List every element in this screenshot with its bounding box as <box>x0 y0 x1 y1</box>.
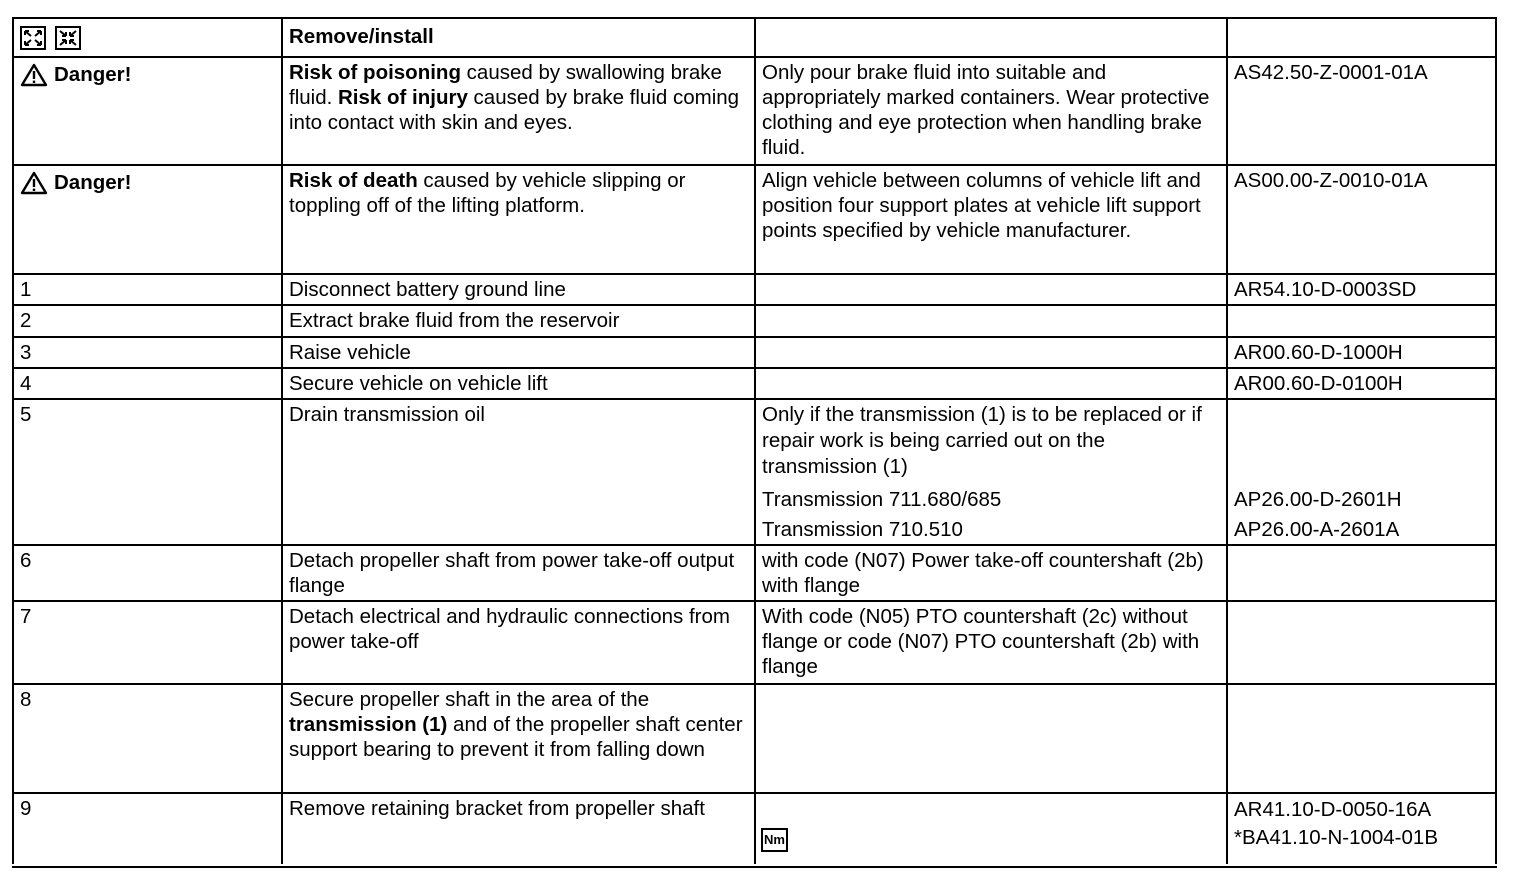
step-reference <box>1226 602 1497 683</box>
table-row <box>12 685 1497 794</box>
step-action-text: Secure propeller shaft in the area of the <box>289 688 650 711</box>
collapse-arrows-icon <box>55 26 81 50</box>
step-reference-cell <box>1226 400 1497 544</box>
step-note: With code (N05) PTO countershaft (2c) without flange or code (N07) PTO countershaft (2b) with flange <box>754 602 1226 683</box>
danger-label: Danger! <box>54 171 132 194</box>
table-row <box>12 338 1497 369</box>
procedure-table <box>12 17 1497 868</box>
step-reference[interactable]: AR54.10-D-0003SD <box>1226 275 1497 304</box>
step-reference[interactable]: *BA41.10-N-1004-01B <box>1234 826 1438 849</box>
step-number: 1 <box>12 275 281 304</box>
table-header-row <box>12 19 1497 58</box>
step-subnote: Transmission 710.510 <box>762 518 963 541</box>
risk-text: caused by swallowing brake fluid. <box>289 61 722 109</box>
table-row <box>12 369 1497 400</box>
step-reference <box>1226 546 1497 600</box>
danger-label-cell <box>12 166 281 273</box>
step-number: 7 <box>12 602 281 683</box>
step-action-bold: transmission (1) <box>289 713 448 736</box>
step-reference[interactable]: AR00.60-D-1000H <box>1226 338 1497 367</box>
danger-label-cell <box>12 58 281 164</box>
step-action: Detach electrical and hydraulic connections from power take-off <box>281 602 754 683</box>
danger-reference[interactable]: AS00.00-Z-0010-01A <box>1226 166 1497 273</box>
step-number: 2 <box>12 306 281 336</box>
header-empty-cell <box>1226 19 1497 56</box>
danger-row <box>12 58 1497 166</box>
step-note: Only if the transmission (1) is to be replaced or if repair work is being carried out on the transmission (1) <box>762 403 1202 478</box>
step-action: Remove retaining bracket from propeller shaft <box>281 794 754 864</box>
danger-reference[interactable]: AS42.50-Z-0001-01A <box>1226 58 1497 164</box>
danger-label: Danger! <box>54 63 132 86</box>
step-reference[interactable]: AR00.60-D-0100H <box>1226 369 1497 398</box>
header-title: Remove/install <box>281 19 754 56</box>
torque-nm-icon[interactable]: Nm <box>761 828 788 852</box>
step-note <box>754 685 1226 792</box>
step-note <box>754 275 1226 304</box>
step-reference[interactable]: AP26.00-A-2601A <box>1234 518 1400 541</box>
step-action: Secure vehicle on vehicle lift <box>281 369 754 398</box>
risk-text: caused by brake fluid coming into contact with skin and eyes. <box>289 86 740 134</box>
risk-bold: Risk of poisoning <box>289 61 461 84</box>
step-action: Detach propeller shaft from power take-off output flange <box>281 546 754 600</box>
step-number: 9 <box>12 794 281 864</box>
step-reference-cell <box>1226 794 1497 864</box>
step-action: Disconnect battery ground line <box>281 275 754 304</box>
step-action-text: and of the propeller shaft center support bearing to prevent it from falling down <box>289 713 743 761</box>
header-icons-cell <box>12 19 281 56</box>
step-note-cell <box>754 400 1226 544</box>
table-row <box>12 306 1497 338</box>
risk-bold: Risk of injury <box>338 86 468 109</box>
step-number: 5 <box>12 400 281 544</box>
step-action: Extract brake fluid from the reservoir <box>281 306 754 336</box>
risk-text: caused by vehicle slipping or toppling off of the lifting platform. <box>289 169 686 217</box>
header-empty-cell <box>754 19 1226 56</box>
step-reference[interactable]: AR41.10-D-0050-16A <box>1234 798 1432 821</box>
step-action: Drain transmission oil <box>281 400 754 544</box>
table-row <box>12 602 1497 685</box>
step-note <box>754 306 1226 336</box>
step-note <box>754 338 1226 367</box>
step-reference[interactable]: AP26.00-D-2601H <box>1234 488 1402 511</box>
danger-risk-text <box>281 166 754 273</box>
danger-note: Only pour brake fluid into suitable and appropriately marked containers. Wear protective clothing and eye protection when handling brake fluid. <box>754 58 1226 164</box>
table-row <box>12 400 1497 546</box>
warning-triangle-icon <box>20 171 48 195</box>
table-row <box>12 794 1497 864</box>
step-action: Raise vehicle <box>281 338 754 367</box>
step-number: 3 <box>12 338 281 367</box>
expand-arrows-icon <box>20 26 46 50</box>
risk-bold: Risk of death <box>289 169 418 192</box>
step-action <box>281 685 754 792</box>
danger-risk-text <box>281 58 754 164</box>
step-number: 4 <box>12 369 281 398</box>
step-reference <box>1226 685 1497 792</box>
table-row <box>12 546 1497 602</box>
step-number: 6 <box>12 546 281 600</box>
step-note-cell <box>754 794 1226 864</box>
warning-triangle-icon <box>20 63 48 87</box>
table-row <box>12 275 1497 306</box>
step-note: with code (N07) Power take-off countershaft (2b) with flange <box>754 546 1226 600</box>
danger-note: Align vehicle between columns of vehicle lift and position four support plates at vehicle lift support points specified by vehicle manufacturer. <box>754 166 1226 273</box>
step-note <box>754 369 1226 398</box>
danger-row <box>12 166 1497 275</box>
step-number: 8 <box>12 685 281 792</box>
step-subnote: Transmission 711.680/685 <box>762 488 1002 511</box>
step-reference <box>1226 306 1497 336</box>
